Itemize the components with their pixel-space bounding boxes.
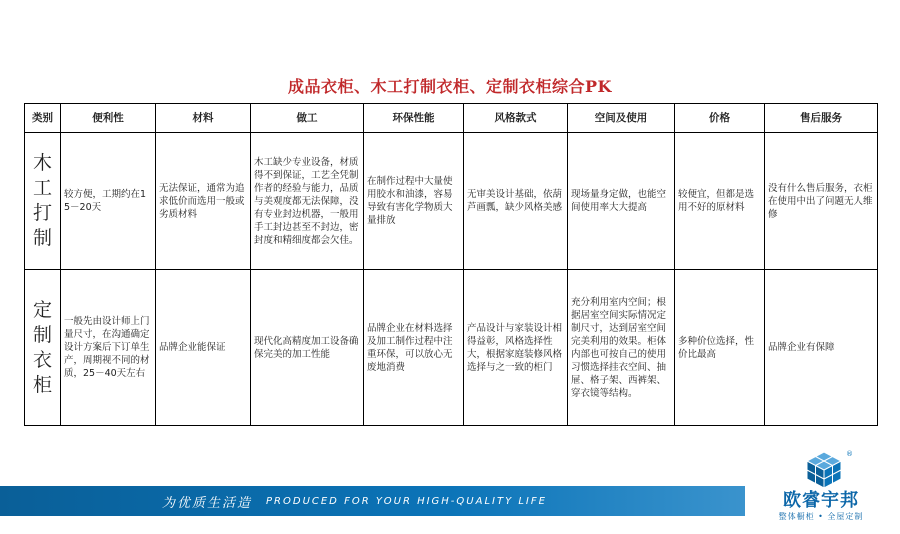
registered-mark: ® [846, 450, 853, 458]
table-cell: 品牌企业有保障 [765, 270, 878, 426]
footer-slogan-bar [0, 486, 745, 516]
table-cell: 多种价位选择，性价比最高 [675, 270, 765, 426]
header-space: 空间及使用 [568, 104, 675, 133]
category-char: 柜 [32, 373, 52, 396]
page-title: 成品衣柜、木工打制衣柜、定制衣柜综合PK [288, 77, 612, 96]
row-category-carpentry [25, 133, 61, 270]
table-cell: 在制作过程中大量使用胶水和油漆，容易导致有害化学物质大量排放 [364, 133, 464, 270]
table-cell: 无审美设计基础，依葫芦画瓢，缺少风格美感 [464, 133, 568, 270]
slogan-chinese: 为优质生活造 [162, 495, 253, 511]
table-row [25, 270, 878, 426]
header-convenience: 便利性 [61, 104, 156, 133]
category-char: 衣 [32, 348, 52, 371]
cube-logo-icon [804, 450, 844, 490]
header-workmanship: 做工 [251, 104, 364, 133]
category-char: 制 [32, 323, 52, 346]
brand-logo [760, 450, 880, 530]
slogan-english: PRODUCED FOR YOUR HIGH-QUALITY LIFE [266, 495, 547, 507]
category-char: 打 [32, 202, 52, 224]
row-category-custom [25, 270, 61, 426]
table-cell: 现代化高精度加工设备确保完美的加工性能 [251, 270, 364, 426]
header-service: 售后服务 [765, 104, 878, 133]
table-cell: 没有什么售后服务，衣柜在使用中出了问题无人维修 [765, 133, 878, 270]
category-char: 工 [32, 177, 52, 199]
category-char: 木 [32, 152, 52, 174]
brand-tagline: 整体橱柜 • 全屋定制 [778, 512, 864, 521]
table-cell: 一般先由设计师上门量尺寸，在沟通确定设计方案后下订单生产，周期视不同的材质，25－40天左右 [61, 270, 156, 426]
category-char: 定 [32, 298, 52, 321]
header-style: 风格款式 [464, 104, 568, 133]
category-char: 制 [32, 227, 52, 249]
table-cell: 产品设计与家装设计相得益彰，风格选择性大，根据家庭装修风格选择与之一致的柜门 [464, 270, 568, 426]
table-row [25, 133, 878, 270]
table-cell: 较方便，工期约在15－20天 [61, 133, 156, 270]
table-cell: 品牌企业能保证 [156, 270, 251, 426]
table-cell: 较便宜，但都是选用不好的原材料 [675, 133, 765, 270]
header-eco: 环保性能 [364, 104, 464, 133]
table-cell: 品牌企业在材料选择及加工制作过程中注重环保，可以放心无废地消费 [364, 270, 464, 426]
brand-name: 欧睿宇邦 [783, 490, 859, 511]
comparison-table [24, 103, 878, 426]
header-price: 价格 [675, 104, 765, 133]
header-material: 材料 [156, 104, 251, 133]
table-cell: 现场量身定做，也能空间使用率大大提高 [568, 133, 675, 270]
header-category: 类别 [25, 104, 61, 133]
table-cell: 木工缺少专业设备，材质得不到保证，工艺全凭制作者的经验与能力，品质与美观度都无法保障，没有专业封边机器，一般用手工封边甚至不封边，密封度和精细度都会欠佳。 [251, 133, 364, 270]
table-cell: 无法保证，通常为追求低价而选用一般或劣质材料 [156, 133, 251, 270]
table-header-row [25, 104, 878, 133]
table-cell: 充分利用室内空间；根据居室空间实际情况定制尺寸，达到居室空间完美利用的效果。柜体内部也可按自己的使用习惯选择挂衣空间、抽屉、格子架、西裤架、穿衣镜等结构。 [568, 270, 675, 426]
